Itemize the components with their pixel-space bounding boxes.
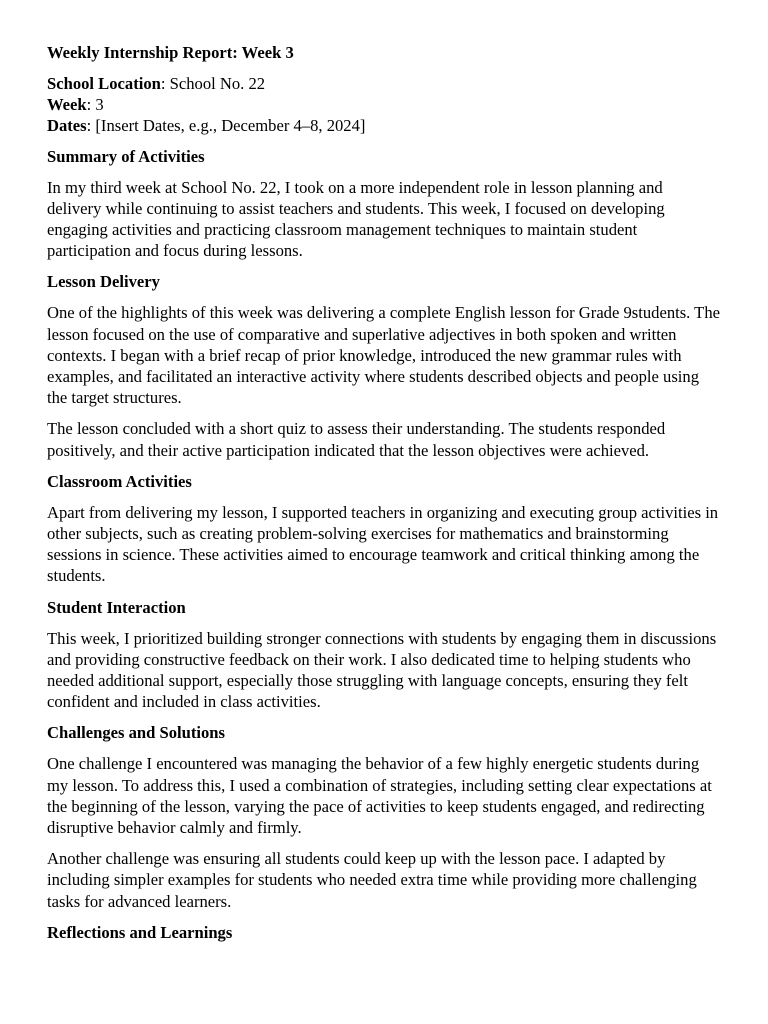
section-paragraph: One challenge I encountered was managing the behavior of a few highly energetic students during my lesson. To address this, I used a combination of strategies, including setting clear expectations at the beginning of the lesson, varying the pace of activities to keep students engaged, and redirecting disruptive behavior calmly and firmly. [47,754,712,838]
section-heading: Challenges and Solutions [47,723,225,743]
section-paragraph: Apart from delivering my lesson, I supported teachers in organizing and executing group activities in other subjects, such as creating problem-solving exercises for mathematics and brainstorming sessions in science. These activities aimed to encourage teamwork and critical thinking among the students. [47,502,719,586]
section-heading: Lesson Delivery [47,272,160,292]
school-location-value: : School No. 22 [160,74,266,93]
section-paragraph: The lesson concluded with a short quiz to assess their understanding. The students responded positively, and their active participation indicated that the lesson objectives were achieved. [47,419,666,460]
week-value: : 3 [86,95,104,115]
dates-line [47,115,720,136]
report-meta [47,73,720,137]
document-title: Weekly Internship Report: Week 3 [47,43,294,62]
dates-label: Dates [47,116,87,136]
section-classroom-activities [47,471,720,587]
section-student-interaction [47,597,720,713]
section-paragraph: In my third week at School No. 22, I took on a more independent role in lesson planning and delivery while continuing to assist teachers and students. This week, I focused on developing engaging activities and practicing classroom management techniques to maintain student participation and focus during lessons. [47,177,665,261]
section-heading: Classroom Activities [47,471,192,491]
school-location-line [47,73,720,94]
section-challenges [47,722,720,911]
section-heading: Student Interaction [47,597,186,617]
section-lesson-delivery [47,271,720,460]
week-label: Week [47,95,87,115]
school-location-label: School Location [47,74,161,93]
section-heading: Summary of Activities [47,146,205,166]
section-paragraph: One of the highlights of this week was delivering a complete English lesson for Grade 9students. The lesson focused on the use of comparative and superlative adjectives in both spoken and written contexts. I began with a brief recap of prior knowledge, introduced the new grammar rules with examples, and facilitated an interactive activity where students described objects and people using the target structures. [47,303,720,408]
week-line [47,94,720,115]
section-paragraph: This week, I prioritized building stronger connections with students by engaging them in discussions and providing constructive feedback on their work. I also dedicated time to helping students who needed additional support, especially those struggling with language concepts, ensuring they felt confident and included in class activities. [47,628,717,712]
section-heading: Reflections and Learnings [47,922,233,942]
section-paragraph: Another challenge was ensuring all students could keep up with the lesson pace. I adapted by including simpler examples for students who needed extra time while providing more challenging tasks for advanced learners. [47,849,697,911]
section-reflections [47,922,720,943]
section-summary [47,146,720,262]
dates-value: : [Insert Dates, e.g., December 4–8, 2024] [86,116,366,136]
